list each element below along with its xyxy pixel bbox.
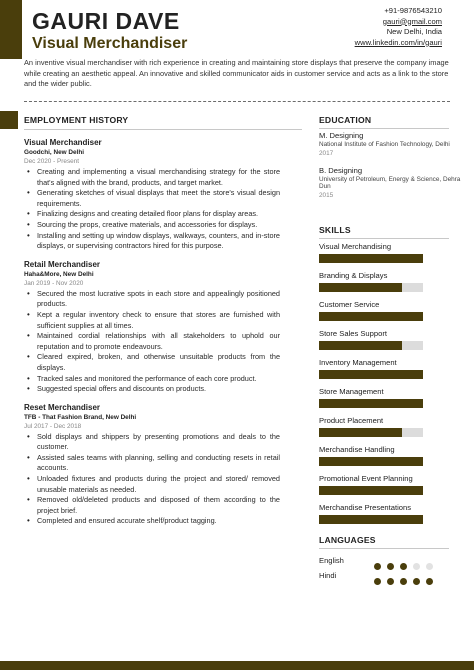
skill-level-track [319,341,423,350]
language-name: Hindi [319,571,337,580]
job-bullet: • Sourcing the props, creative materials, and accessories for displays. [24,220,280,231]
skill-level-fill [319,370,423,379]
job-company: TFB - That Fashion Brand, New Delhi [24,413,137,421]
job-bullet: • Cleared expired, broken, and otherwise unsuitable products from the displays. [24,352,280,373]
skill-name: Store Management [319,387,384,396]
skill-level-track [319,312,423,321]
dashed-divider [24,101,450,102]
education-year: 2017 [319,149,334,157]
skill-item [319,416,423,437]
skill-level-fill [319,283,402,292]
skill-level-fill [319,341,402,350]
job-bullet: • Kept a regular inventory check to ensure that stores are furnished with sufficient supplies at all times. [24,310,280,331]
job-bullet: • Sold displays and shippers by presenting promotions and deals to the customer. [24,432,280,453]
job-title: Retail Merchandiser [24,259,101,269]
skill-item [319,300,423,321]
language-name: English [319,556,344,565]
education-list [319,131,469,208]
job-dates: Jul 2017 - Dec 2018 [24,422,82,430]
education-degree: B. Designing [319,165,363,175]
skills-heading: SKILLS [319,225,351,235]
rating-dot-icon [413,578,420,585]
job-bullet: • Installing and setting up window displays, walkways, counters, and in-store displays, or supervising contractors hired for this purpose. [24,231,280,252]
education-entry [319,131,469,159]
job-bullet: • Secured the most lucrative spots in each store and appealingly positioned products. [24,289,280,310]
skill-name: Merchandise Presentations [319,503,412,512]
education-degree: M. Designing [319,131,364,140]
skill-level-track [319,486,423,495]
job-bullet: • Removed old/deleted products and disposed of them according to the project brief. [24,495,280,516]
job-bullet: • Assisted sales teams with planning, selling and conducting resets in retail accounts. [24,453,280,474]
rating-dot-icon [400,563,407,570]
employment-heading: EMPLOYMENT HISTORY [24,115,129,125]
skill-name: Promotional Event Planning [319,474,413,483]
candidate-name: GAURI DAVE [32,8,180,34]
skill-level-fill [319,254,423,263]
skill-level-track [319,428,423,437]
rating-dot-icon [426,563,433,570]
skill-level-track [319,370,423,379]
skill-item [319,358,423,379]
job-bullets [24,289,280,395]
language-item [319,571,439,581]
contact-block [355,6,442,48]
skill-item [319,474,423,495]
skill-level-fill [319,486,423,495]
education-heading: EDUCATION [319,115,372,125]
skill-name: Branding & Displays [319,271,388,280]
job-entry [24,137,280,252]
job-bullet: • Unloaded fixtures and products during the project and stored/ removed unusable materials as needed. [24,474,280,495]
skill-item [319,329,423,350]
skill-level-track [319,457,423,466]
skill-name: Merchandise Handling [319,445,395,454]
linkedin-link[interactable]: www.linkedin.com/in/gauri [354,37,442,47]
job-company: Goodchi, New Delhi [24,149,85,156]
job-title: Visual Merchandiser [24,138,102,147]
job-bullet: • Tracked sales and monitored the performance of each core product. [24,374,280,385]
skill-level-track [319,399,423,408]
job-entry [24,259,280,395]
languages-heading: LANGUAGES [319,535,376,545]
job-bullet: • Completed and ensured accurate shelf/product tagging. [24,516,280,527]
job-dates: Dec 2020 - Present [24,158,80,165]
skill-level-fill [319,457,423,466]
employment-section-marker [0,111,18,129]
job-bullets [24,167,280,252]
skill-level-track [319,515,423,524]
skill-name: Product Placement [319,416,384,425]
location: New Delhi, India [386,27,442,36]
skill-item [319,445,423,466]
skill-level-fill [319,428,402,437]
job-entry [24,402,280,527]
language-rating [374,572,439,590]
education-school: University of Petroleum, Energy & Science, Dehra Dun [319,175,461,191]
job-bullet: • Finalizing designs and creating detailed floor plans for display areas. [24,209,280,220]
rating-dot-icon [413,563,420,570]
skills-rule [319,238,449,239]
rating-dot-icon [374,578,381,585]
job-bullet: • Suggested special offers and discounts on products. [24,384,280,395]
job-bullet: • Creating and implementing a visual merchandising strategy for the store that's aligned with the brand, products, and target market. [24,167,280,188]
skill-level-fill [319,399,423,408]
skill-level-track [319,283,423,292]
rating-dot-icon [374,563,381,570]
education-entry [319,166,469,201]
employment-rule [24,129,302,130]
rating-dot-icon [387,578,394,585]
education-rule [319,128,449,129]
rating-dot-icon [387,563,394,570]
skill-level-fill [319,312,423,321]
header-accent-bar [0,0,22,59]
skill-item [319,387,423,408]
job-company: Haha&More, New Delhi [24,270,94,278]
skill-level-fill [319,515,423,524]
job-title: Reset Merchandiser [24,402,101,412]
languages-rule [319,548,449,549]
candidate-role: Visual Merchandiser [32,35,188,52]
skill-item [319,271,423,292]
skill-item [319,242,423,263]
job-bullet: • Maintained cordial relationships with all stakeholders to uphold our reputation and to promote endeavours. [24,331,280,352]
footer-accent-bar [0,661,474,670]
skill-level-track [319,254,423,263]
rating-dot-icon [426,578,433,585]
job-bullet: • Generating sketches of visual displays that meet the store's visual design requirements. [24,188,280,209]
skill-name: Customer Service [319,300,380,309]
email-link[interactable]: gauri@gmail.com [382,16,442,26]
skill-item [319,503,423,524]
language-item [319,556,439,566]
rating-dot-icon [400,578,407,585]
skill-name: Store Sales Support [319,329,387,338]
summary: An inventive visual merchandiser with rich experience in creating and maintaining store displays that preserve the company image while creating an aesthetic appeal. An innovative and skilled communicator aids in customer service and acts as a link to the store and the wider public. [24,58,449,89]
employment-list [24,137,280,534]
phone: +91-9876543210 [384,6,442,15]
education-year: 2015 [319,191,334,199]
education-school: National Institute of Fashion Technology, Delhi [319,141,450,148]
skill-name: Visual Merchandising [319,242,392,251]
skill-name: Inventory Management [319,358,397,367]
job-bullets [24,432,280,527]
job-dates: Jan 2019 - Nov 2020 [24,279,84,287]
